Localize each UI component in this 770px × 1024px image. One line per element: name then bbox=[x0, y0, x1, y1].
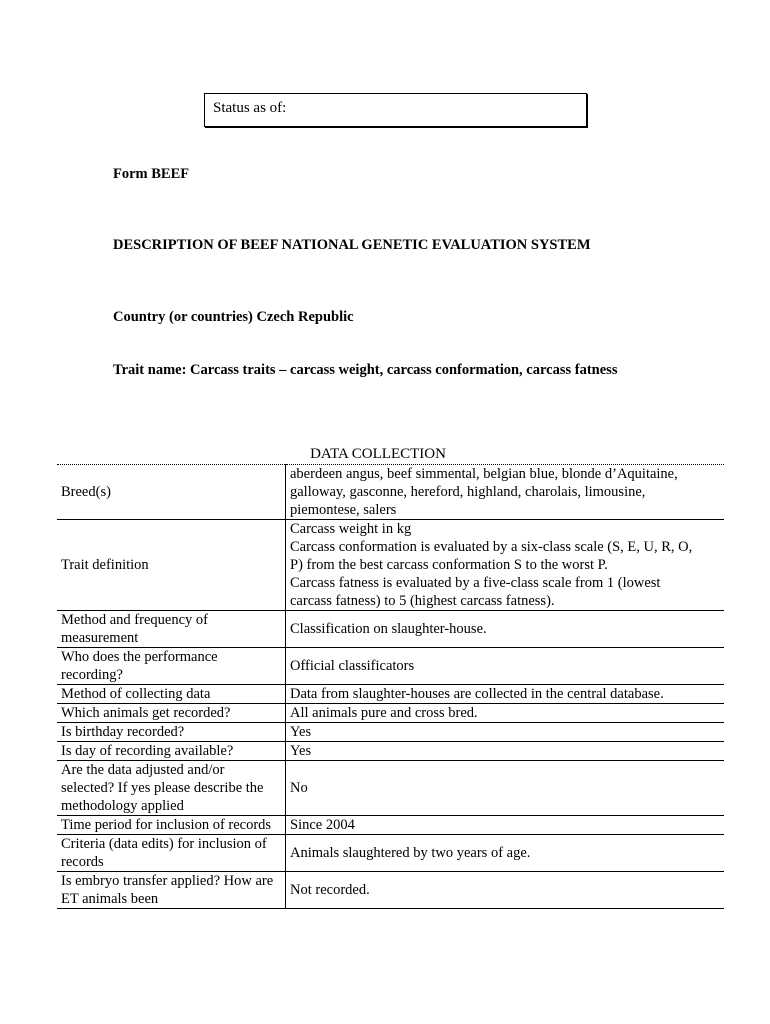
answer-line: All animals pure and cross bred. bbox=[290, 705, 478, 721]
row-question: Is birthday recorded? bbox=[61, 724, 185, 740]
row-answer bbox=[286, 704, 725, 723]
answer-line: No bbox=[290, 780, 308, 796]
row-answer bbox=[286, 872, 725, 909]
section-title: DATA COLLECTION bbox=[310, 446, 446, 462]
row-question: Is day of recording available? bbox=[61, 743, 234, 759]
table-row bbox=[57, 816, 724, 835]
row-answer bbox=[286, 611, 725, 648]
answer-line: aberdeen angus, beef simmental, belgian blue, blonde d’Aquitaine, bbox=[290, 466, 678, 482]
table-row bbox=[57, 835, 724, 872]
table-row bbox=[57, 761, 724, 816]
answer-line: Since 2004 bbox=[290, 817, 355, 833]
row-answer bbox=[286, 520, 725, 611]
row-question: Is embryo transfer applied? How are ET animals been bbox=[61, 873, 274, 907]
row-answer bbox=[286, 465, 725, 520]
answer-line: Classification on slaughter-house. bbox=[290, 621, 487, 637]
row-question: Method of collecting data bbox=[61, 686, 211, 702]
row-question: Who does the performance recording? bbox=[61, 649, 218, 683]
form-title: Form BEEF bbox=[113, 166, 190, 182]
answer-line: Yes bbox=[290, 724, 312, 740]
row-question: Criteria (data edits) for inclusion of records bbox=[61, 836, 267, 870]
country-line: Country (or countries) Czech Republic bbox=[113, 309, 354, 325]
answer-line: Carcass weight in kg bbox=[290, 521, 412, 537]
table-row bbox=[57, 723, 724, 742]
row-question: Which animals get recorded? bbox=[61, 705, 231, 721]
answer-line: galloway, gasconne, hereford, highland, charolais, limousine, bbox=[290, 484, 646, 500]
table-row bbox=[57, 742, 724, 761]
row-answer bbox=[286, 742, 725, 761]
table-row bbox=[57, 872, 724, 909]
answer-line: Yes bbox=[290, 743, 312, 759]
row-answer bbox=[286, 816, 725, 835]
trait-name-line: Trait name: Carcass traits – carcass weight, carcass conformation, carcass fatness bbox=[113, 362, 618, 378]
status-box bbox=[204, 93, 587, 127]
row-question: Method and frequency of measurement bbox=[61, 612, 208, 646]
row-question: Breed(s) bbox=[61, 484, 111, 500]
table-row bbox=[57, 648, 724, 685]
table-row bbox=[57, 465, 724, 520]
data-collection-table bbox=[57, 464, 724, 909]
table-row bbox=[57, 611, 724, 648]
answer-line: Carcass fatness is evaluated by a five-class scale from 1 (lowest bbox=[290, 575, 661, 591]
answer-line: piemontese, salers bbox=[290, 502, 397, 518]
answer-line: carcass fatness) to 5 (highest carcass fatness). bbox=[290, 593, 555, 609]
row-answer bbox=[286, 685, 725, 704]
table-row bbox=[57, 685, 724, 704]
row-question: Are the data adjusted and/or selected? If yes please describe the methodology applied bbox=[61, 762, 264, 814]
answer-line: Not recorded. bbox=[290, 882, 370, 898]
row-answer bbox=[286, 835, 725, 872]
answer-line: Animals slaughtered by two years of age. bbox=[290, 845, 531, 861]
row-answer bbox=[286, 723, 725, 742]
table-row bbox=[57, 520, 724, 611]
row-answer bbox=[286, 648, 725, 685]
answer-line: Official classificators bbox=[290, 658, 415, 674]
answer-line: Carcass conformation is evaluated by a six-class scale (S, E, U, R, O, bbox=[290, 539, 693, 555]
table-row bbox=[57, 704, 724, 723]
answer-line: P) from the best carcass conformation S to the worst P. bbox=[290, 557, 608, 573]
description-title: DESCRIPTION OF BEEF NATIONAL GENETIC EVALUATION SYSTEM bbox=[113, 237, 591, 253]
row-answer bbox=[286, 761, 725, 816]
row-question: Time period for inclusion of records bbox=[61, 817, 272, 833]
row-question: Trait definition bbox=[61, 557, 149, 573]
status-label: Status as of: bbox=[213, 100, 287, 116]
answer-line: Data from slaughter-houses are collected in the central database. bbox=[290, 686, 664, 702]
